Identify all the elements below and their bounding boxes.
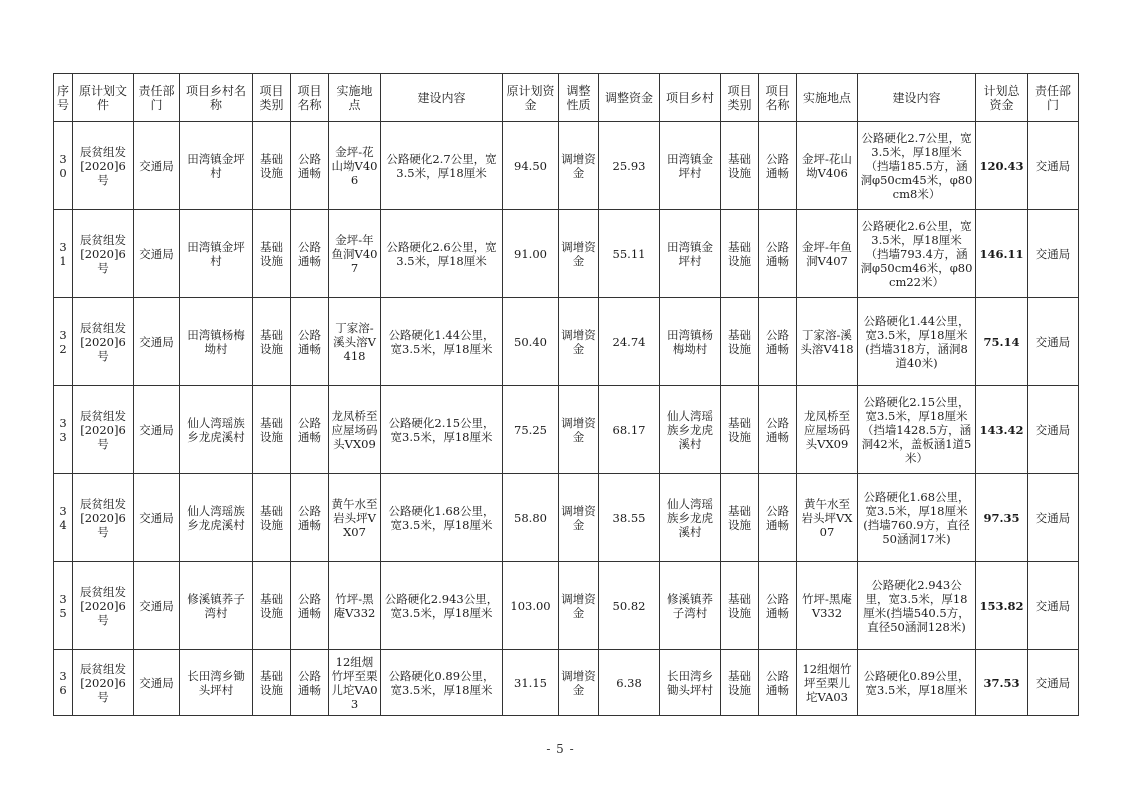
adjusted-project-name: 公路通畅 bbox=[759, 386, 797, 474]
construction-content: 公路硬化2.6公里，宽3.5米，厚18厘米 bbox=[381, 210, 503, 298]
adjustment-funds: 25.93 bbox=[599, 122, 660, 210]
table-row bbox=[54, 386, 1079, 474]
row-number: 35 bbox=[54, 562, 73, 650]
total-planned-funds: 97.35 bbox=[976, 474, 1028, 562]
adjusted-category: 基础设施 bbox=[721, 650, 759, 716]
project-name: 公路通畅 bbox=[291, 122, 329, 210]
adjusted-village: 田湾镇杨梅坳村 bbox=[660, 298, 721, 386]
adjusted-content: 公路硬化0.89公里，宽3.5米，厚18厘米 bbox=[858, 650, 976, 716]
original-funds: 31.15 bbox=[503, 650, 559, 716]
adjusted-location: 12组烟竹坪至栗儿坨VA03 bbox=[797, 650, 858, 716]
project-village: 长田湾乡锄头坪村 bbox=[180, 650, 253, 716]
adjustment-type: 调增资金 bbox=[559, 650, 599, 716]
total-planned-funds: 37.53 bbox=[976, 650, 1028, 716]
adjusted-department: 交通局 bbox=[1028, 386, 1079, 474]
adjusted-department: 交通局 bbox=[1028, 210, 1079, 298]
row-number: 31 bbox=[54, 210, 73, 298]
column-header: 实施地点 bbox=[329, 74, 381, 122]
project-village: 仙人湾瑶族乡龙虎溪村 bbox=[180, 474, 253, 562]
original-funds: 75.25 bbox=[503, 386, 559, 474]
row-number: 32 bbox=[54, 298, 73, 386]
responsible-department: 交通局 bbox=[134, 122, 180, 210]
project-adjustment-table bbox=[53, 73, 1079, 716]
responsible-department: 交通局 bbox=[134, 562, 180, 650]
column-header: 责任部门 bbox=[1028, 74, 1079, 122]
adjusted-content: 公路硬化2.7公里，宽3.5米，厚18厘米（挡墙185.5方，涵洞φ50cm45米，φ80cm8米） bbox=[858, 122, 976, 210]
table-row bbox=[54, 650, 1079, 716]
project-village: 田湾镇杨梅坳村 bbox=[180, 298, 253, 386]
column-header: 项目名称 bbox=[291, 74, 329, 122]
implementation-location: 金坪-花山坳V406 bbox=[329, 122, 381, 210]
original-plan-file: 辰贫组发[2020]6号 bbox=[73, 474, 134, 562]
implementation-location: 龙凤桥至应屋场码头VX09 bbox=[329, 386, 381, 474]
adjusted-category: 基础设施 bbox=[721, 562, 759, 650]
adjusted-department: 交通局 bbox=[1028, 298, 1079, 386]
total-planned-funds: 143.42 bbox=[976, 386, 1028, 474]
adjusted-project-name: 公路通畅 bbox=[759, 650, 797, 716]
column-header: 原计划文件 bbox=[73, 74, 134, 122]
responsible-department: 交通局 bbox=[134, 210, 180, 298]
adjusted-category: 基础设施 bbox=[721, 474, 759, 562]
original-plan-file: 辰贫组发[2020]6号 bbox=[73, 298, 134, 386]
adjusted-location: 金坪-花山坳V406 bbox=[797, 122, 858, 210]
project-name: 公路通畅 bbox=[291, 562, 329, 650]
column-header: 责任部门 bbox=[134, 74, 180, 122]
project-category: 基础设施 bbox=[253, 386, 291, 474]
project-category: 基础设施 bbox=[253, 474, 291, 562]
adjusted-village: 仙人湾瑶族乡龙虎溪村 bbox=[660, 386, 721, 474]
adjustment-funds: 6.38 bbox=[599, 650, 660, 716]
construction-content: 公路硬化2.943公里，宽3.5米，厚18厘米 bbox=[381, 562, 503, 650]
adjusted-content: 公路硬化2.15公里，宽3.5米，厚18厘米（挡墙1428.5方，涵洞42米，盖板涵1道5米） bbox=[858, 386, 976, 474]
adjusted-project-name: 公路通畅 bbox=[759, 474, 797, 562]
adjusted-department: 交通局 bbox=[1028, 650, 1079, 716]
responsible-department: 交通局 bbox=[134, 298, 180, 386]
adjusted-village: 田湾镇金坪村 bbox=[660, 122, 721, 210]
adjustment-funds: 24.74 bbox=[599, 298, 660, 386]
project-name: 公路通畅 bbox=[291, 210, 329, 298]
project-name: 公路通畅 bbox=[291, 474, 329, 562]
column-header: 原计划资金 bbox=[503, 74, 559, 122]
project-category: 基础设施 bbox=[253, 650, 291, 716]
column-header: 调整性质 bbox=[559, 74, 599, 122]
adjusted-category: 基础设施 bbox=[721, 298, 759, 386]
construction-content: 公路硬化1.68公里，宽3.5米，厚18厘米 bbox=[381, 474, 503, 562]
adjusted-village: 长田湾乡锄头坪村 bbox=[660, 650, 721, 716]
adjustment-type: 调增资金 bbox=[559, 562, 599, 650]
adjusted-village: 田湾镇金坪村 bbox=[660, 210, 721, 298]
project-category: 基础设施 bbox=[253, 562, 291, 650]
project-name: 公路通畅 bbox=[291, 298, 329, 386]
row-number: 36 bbox=[54, 650, 73, 716]
original-plan-file: 辰贫组发[2020]6号 bbox=[73, 386, 134, 474]
adjusted-category: 基础设施 bbox=[721, 386, 759, 474]
total-planned-funds: 120.43 bbox=[976, 122, 1028, 210]
original-funds: 91.00 bbox=[503, 210, 559, 298]
adjusted-location: 黄午水至岩头坪VX07 bbox=[797, 474, 858, 562]
total-planned-funds: 146.11 bbox=[976, 210, 1028, 298]
adjustment-type: 调增资金 bbox=[559, 474, 599, 562]
project-name: 公路通畅 bbox=[291, 650, 329, 716]
column-header: 调整资金 bbox=[599, 74, 660, 122]
responsible-department: 交通局 bbox=[134, 650, 180, 716]
implementation-location: 金坪-年鱼洞V407 bbox=[329, 210, 381, 298]
adjustment-type: 调增资金 bbox=[559, 298, 599, 386]
adjusted-content: 公路硬化1.68公里，宽3.5米，厚18厘米(挡墙760.9方，直径50涵洞17米) bbox=[858, 474, 976, 562]
adjusted-project-name: 公路通畅 bbox=[759, 562, 797, 650]
adjusted-category: 基础设施 bbox=[721, 210, 759, 298]
adjusted-village: 修溪镇荞子湾村 bbox=[660, 562, 721, 650]
responsible-department: 交通局 bbox=[134, 474, 180, 562]
adjusted-department: 交通局 bbox=[1028, 562, 1079, 650]
project-category: 基础设施 bbox=[253, 298, 291, 386]
column-header: 计划总资金 bbox=[976, 74, 1028, 122]
table-row bbox=[54, 122, 1079, 210]
adjustment-funds: 68.17 bbox=[599, 386, 660, 474]
construction-content: 公路硬化2.7公里，宽3.5米，厚18厘米 bbox=[381, 122, 503, 210]
adjusted-location: 金坪-年鱼洞V407 bbox=[797, 210, 858, 298]
project-category: 基础设施 bbox=[253, 122, 291, 210]
adjustment-type: 调增资金 bbox=[559, 122, 599, 210]
adjusted-project-name: 公路通畅 bbox=[759, 210, 797, 298]
table-row bbox=[54, 210, 1079, 298]
adjusted-content: 公路硬化2.6公里，宽3.5米，厚18厘米（挡墙793.4方，涵洞φ50cm46米，φ80cm22米） bbox=[858, 210, 976, 298]
original-funds: 50.40 bbox=[503, 298, 559, 386]
adjusted-content: 公路硬化2.943公里，宽3.5米，厚18厘米(挡墙540.5方，直径50涵洞128米) bbox=[858, 562, 976, 650]
adjustment-funds: 38.55 bbox=[599, 474, 660, 562]
column-header: 建设内容 bbox=[858, 74, 976, 122]
adjustment-funds: 50.82 bbox=[599, 562, 660, 650]
column-header: 项目乡村 bbox=[660, 74, 721, 122]
adjusted-village: 仙人湾瑶族乡龙虎溪村 bbox=[660, 474, 721, 562]
adjustment-type: 调增资金 bbox=[559, 386, 599, 474]
implementation-location: 黄午水至岩头坪VX07 bbox=[329, 474, 381, 562]
adjusted-project-name: 公路通畅 bbox=[759, 122, 797, 210]
adjusted-location: 龙凤桥至应屋场码头VX09 bbox=[797, 386, 858, 474]
column-header: 项目类别 bbox=[721, 74, 759, 122]
column-header: 实施地点 bbox=[797, 74, 858, 122]
adjusted-department: 交通局 bbox=[1028, 122, 1079, 210]
implementation-location: 丁家溶-溪头溶V418 bbox=[329, 298, 381, 386]
adjusted-content: 公路硬化1.44公里，宽3.5米，厚18厘米(挡墙318方，涵洞8道40米) bbox=[858, 298, 976, 386]
total-planned-funds: 153.82 bbox=[976, 562, 1028, 650]
table-row bbox=[54, 562, 1079, 650]
original-funds: 103.00 bbox=[503, 562, 559, 650]
column-header: 项目名称 bbox=[759, 74, 797, 122]
original-plan-file: 辰贫组发[2020]6号 bbox=[73, 210, 134, 298]
project-category: 基础设施 bbox=[253, 210, 291, 298]
table-body bbox=[54, 122, 1079, 716]
adjusted-category: 基础设施 bbox=[721, 122, 759, 210]
table-row bbox=[54, 474, 1079, 562]
construction-content: 公路硬化2.15公里，宽3.5米，厚18厘米 bbox=[381, 386, 503, 474]
responsible-department: 交通局 bbox=[134, 386, 180, 474]
original-funds: 58.80 bbox=[503, 474, 559, 562]
project-village: 田湾镇金坪村 bbox=[180, 122, 253, 210]
project-name: 公路通畅 bbox=[291, 386, 329, 474]
original-funds: 94.50 bbox=[503, 122, 559, 210]
column-header: 项目类别 bbox=[253, 74, 291, 122]
construction-content: 公路硬化0.89公里，宽3.5米，厚18厘米 bbox=[381, 650, 503, 716]
column-header: 项目乡村名称 bbox=[180, 74, 253, 122]
adjusted-location: 竹坪-黑庵V332 bbox=[797, 562, 858, 650]
adjusted-project-name: 公路通畅 bbox=[759, 298, 797, 386]
table-row bbox=[54, 298, 1079, 386]
adjustment-funds: 55.11 bbox=[599, 210, 660, 298]
adjusted-department: 交通局 bbox=[1028, 474, 1079, 562]
project-village: 修溪镇荞子湾村 bbox=[180, 562, 253, 650]
total-planned-funds: 75.14 bbox=[976, 298, 1028, 386]
row-number: 30 bbox=[54, 122, 73, 210]
construction-content: 公路硬化1.44公里，宽3.5米，厚18厘米 bbox=[381, 298, 503, 386]
implementation-location: 竹坪-黑庵V332 bbox=[329, 562, 381, 650]
project-village: 田湾镇金坪村 bbox=[180, 210, 253, 298]
project-village: 仙人湾瑶族乡龙虎溪村 bbox=[180, 386, 253, 474]
page-number: - 5 - bbox=[546, 742, 575, 756]
column-header: 建设内容 bbox=[381, 74, 503, 122]
row-number: 33 bbox=[54, 386, 73, 474]
adjusted-location: 丁家溶-溪头溶V418 bbox=[797, 298, 858, 386]
original-plan-file: 辰贫组发[2020]6号 bbox=[73, 122, 134, 210]
table-header-row bbox=[54, 74, 1079, 122]
row-number: 34 bbox=[54, 474, 73, 562]
original-plan-file: 辰贫组发[2020]6号 bbox=[73, 650, 134, 716]
adjustment-type: 调增资金 bbox=[559, 210, 599, 298]
implementation-location: 12组烟竹坪至栗儿坨VA03 bbox=[329, 650, 381, 716]
column-header: 序号 bbox=[54, 74, 73, 122]
original-plan-file: 辰贫组发[2020]6号 bbox=[73, 562, 134, 650]
